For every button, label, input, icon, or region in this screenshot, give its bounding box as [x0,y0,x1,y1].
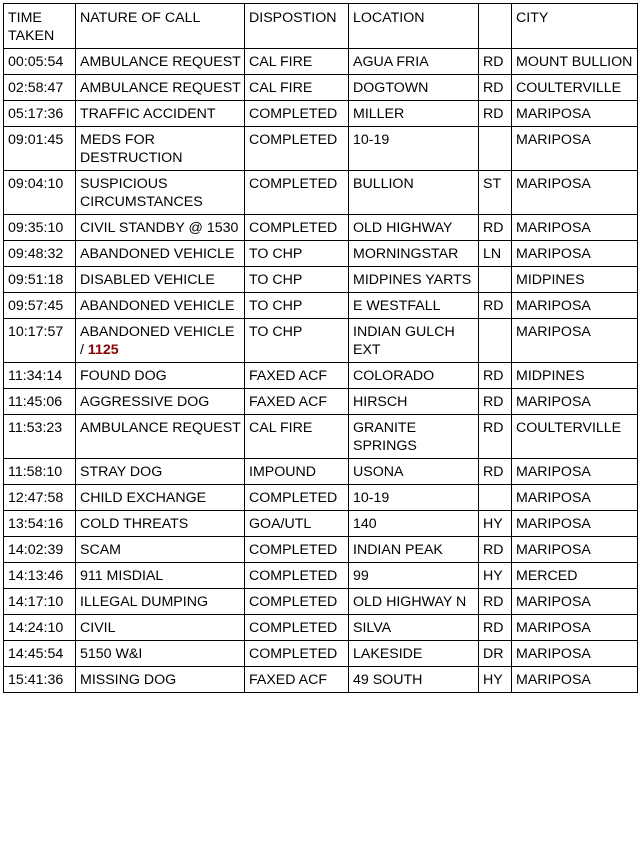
cell-city-text: MARIPOSA [516,132,591,148]
table-row [4,389,638,415]
cell-city [512,485,638,511]
table-row [4,415,638,459]
cell-nature-text: ABANDONED VEHICLE [80,246,235,262]
cell-disposition [245,389,349,415]
cell-city [512,589,638,615]
cell-suffix-text: RD [483,542,504,558]
cell-city [512,615,638,641]
cell-disposition [245,563,349,589]
cell-suffix [479,667,512,693]
cell-time-text: 14:13:46 [8,568,64,584]
cell-nature [76,101,245,127]
cell-suffix [479,215,512,241]
cell-time [4,485,76,511]
cell-time-text: 10:17:57 [8,324,64,340]
cell-disposition [245,241,349,267]
cell-city [512,415,638,459]
cell-suffix-text: HY [483,568,503,584]
cell-disposition [245,267,349,293]
cell-time-text: 12:47:58 [8,490,64,506]
cell-nature-text: COLD THREATS [80,516,189,532]
cell-location [349,511,479,537]
cell-nature [76,415,245,459]
cell-city-text: MERCED [516,568,578,584]
cell-nature [76,319,245,363]
cell-disposition [245,589,349,615]
cell-time [4,415,76,459]
cell-nature [76,171,245,215]
cell-location-text: OLD HIGHWAY [353,220,453,236]
cell-disposition [245,319,349,363]
cell-city-text: MARIPOSA [516,176,591,192]
cell-location [349,389,479,415]
cell-suffix [479,415,512,459]
cell-location [349,267,479,293]
cell-city-text: COULTERVILLE [516,80,622,96]
cell-city [512,127,638,171]
cell-suffix [479,75,512,101]
cell-location [349,171,479,215]
cell-location-text: MORNINGSTAR [353,246,459,262]
cell-location-text: MIDPINES YARTS [353,272,472,288]
cell-suffix [479,127,512,171]
cell-location [349,589,479,615]
cell-time [4,589,76,615]
cell-city [512,511,638,537]
cell-disposition-text: COMPLETED [249,542,338,558]
cell-location-text: E WESTFALL [353,298,441,314]
cell-disposition [245,667,349,693]
cell-nature-text: TRAFFIC ACCIDENT [80,106,216,122]
cell-nature-text: SCAM [80,542,121,558]
cell-city-text: MOUNT BULLION [516,54,633,70]
cell-time-text: 05:17:36 [8,106,64,122]
cell-location-text: DOGTOWN [353,80,429,96]
cell-nature-text: SUSPICIOUS CIRCUMSTANCES [80,176,203,210]
cell-nature [76,641,245,667]
cell-suffix-text: RD [483,594,504,610]
cell-suffix-text: LN [483,246,502,262]
cell-disposition-text: FAXED ACF [249,394,328,410]
cell-location-text: MILLER [353,106,405,122]
cell-time [4,49,76,75]
cell-disposition-text: FAXED ACF [249,672,328,688]
cell-time [4,267,76,293]
cell-location-text: 10-19 [353,132,390,148]
header-disposition: DISPOSTION [245,4,349,49]
cell-city [512,101,638,127]
cell-suffix [479,537,512,563]
cell-location-text: 140 [353,516,377,532]
cell-city-text: COULTERVILLE [516,420,622,436]
cell-suffix [479,589,512,615]
cell-disposition [245,415,349,459]
cell-time [4,641,76,667]
cell-disposition [245,215,349,241]
cell-time [4,615,76,641]
table-row [4,615,638,641]
cell-suffix [479,363,512,389]
cell-nature-text: MISSING DOG [80,672,177,688]
cell-disposition [245,75,349,101]
cell-disposition-text: FAXED ACF [249,368,328,384]
cell-disposition-text: COMPLETED [249,646,338,662]
cell-city-text: MARIPOSA [516,106,591,122]
cell-suffix [479,49,512,75]
cell-nature [76,485,245,511]
cell-city-text: MARIPOSA [516,490,591,506]
table-row [4,267,638,293]
cell-time-text: 11:58:10 [8,464,63,480]
table-row [4,293,638,319]
cell-location-text: OLD HIGHWAY N [353,594,467,610]
cell-city-text: MARIPOSA [516,324,591,340]
table-row [4,215,638,241]
cell-time-text: 09:57:45 [8,298,64,314]
cell-suffix [479,615,512,641]
cell-disposition-text: COMPLETED [249,106,338,122]
cell-time-text: 09:04:10 [8,176,64,192]
cell-city-text: MARIPOSA [516,646,591,662]
table-row [4,363,638,389]
cell-nature-text: AMBULANCE REQUEST [80,54,241,70]
cell-disposition-text: GOA/UTL [249,516,312,532]
cell-location [349,615,479,641]
cell-suffix-text: RD [483,394,504,410]
cell-city [512,667,638,693]
cell-location-text: 49 SOUTH [353,672,423,688]
cell-nature [76,241,245,267]
cell-time [4,537,76,563]
cell-disposition-text: COMPLETED [249,594,338,610]
cell-suffix [479,389,512,415]
cell-location-text: INDIAN GULCH EXT [353,324,455,358]
cell-city-text: MARIPOSA [516,672,591,688]
cell-disposition [245,293,349,319]
cell-location [349,415,479,459]
cell-nature-text: FOUND DOG [80,368,167,384]
cell-nature-text: ILLEGAL DUMPING [80,594,208,610]
cell-city-text: MARIPOSA [516,542,591,558]
cell-suffix-text: RD [483,54,504,70]
cell-location-text: COLORADO [353,368,435,384]
cell-time [4,241,76,267]
cell-disposition-text: CAL FIRE [249,80,313,96]
table-row [4,127,638,171]
header-city: CITY [512,4,638,49]
cell-suffix [479,293,512,319]
cell-location [349,75,479,101]
cell-time-text: 14:02:39 [8,542,64,558]
cell-time-text: 11:45:06 [8,394,63,410]
cell-disposition [245,363,349,389]
cell-suffix [479,459,512,485]
cell-nature [76,267,245,293]
cell-time [4,389,76,415]
table-row [4,589,638,615]
cell-suffix [479,171,512,215]
cell-city-text: MARIPOSA [516,464,591,480]
cell-nature-text: CHILD EXCHANGE [80,490,207,506]
cell-disposition [245,49,349,75]
cell-suffix [479,241,512,267]
call-log-table [3,3,638,693]
cell-time [4,667,76,693]
cell-suffix-text: RD [483,368,504,384]
cell-nature-text: AMBULANCE REQUEST [80,420,241,436]
cell-city [512,75,638,101]
cell-suffix-text: ST [483,176,502,192]
cell-suffix-text: RD [483,420,504,436]
cell-location-text: BULLION [353,176,414,192]
table-row [4,75,638,101]
cell-location [349,485,479,511]
cell-disposition-text: COMPLETED [249,132,338,148]
cell-city [512,293,638,319]
cell-location [349,215,479,241]
table-row [4,459,638,485]
header-nature-of-call: NATURE OF CALL [76,4,245,49]
cell-disposition [245,537,349,563]
cell-city-text: MARIPOSA [516,298,591,314]
cell-city [512,563,638,589]
cell-city [512,241,638,267]
cell-time [4,459,76,485]
cell-nature-text: AGGRESSIVE DOG [80,394,210,410]
cell-location-text: USONA [353,464,404,480]
cell-time-text: 13:54:16 [8,516,64,532]
cell-nature [76,75,245,101]
table-row [4,319,638,363]
cell-time [4,171,76,215]
cell-nature [76,459,245,485]
table-row [4,667,638,693]
cell-nature-text: AMBULANCE REQUEST [80,80,241,96]
cell-location [349,293,479,319]
table-row [4,641,638,667]
cell-suffix-text: RD [483,620,504,636]
cell-suffix-text: HY [483,516,503,532]
cell-disposition [245,171,349,215]
cell-city [512,267,638,293]
cell-time-text: 00:05:54 [8,54,64,70]
cell-suffix [479,511,512,537]
cell-location [349,241,479,267]
cell-disposition-text: COMPLETED [249,176,338,192]
cell-nature-text: 911 MISDIAL [80,568,164,584]
cell-time-text: 09:51:18 [8,272,64,288]
cell-time-text: 11:34:14 [8,368,63,384]
cell-location-text: INDIAN PEAK [353,542,443,558]
table-row [4,171,638,215]
cell-city-text: MARIPOSA [516,620,591,636]
cell-nature [76,293,245,319]
cell-city-text: MARIPOSA [516,516,591,532]
cell-nature-text: ABANDONED VEHICLE / [80,324,235,358]
cell-time [4,319,76,363]
cell-location [349,363,479,389]
cell-location-text: HIRSCH [353,394,408,410]
cell-location-text: LAKESIDE [353,646,423,662]
cell-disposition-text: TO CHP [249,298,303,314]
cell-location [349,49,479,75]
cell-city [512,171,638,215]
cell-time [4,127,76,171]
cell-suffix [479,267,512,293]
cell-location [349,537,479,563]
cell-city-text: MARIPOSA [516,220,591,236]
cell-time-text: 09:35:10 [8,220,64,236]
cell-disposition-text: IMPOUND [249,464,316,480]
cell-disposition-text: TO CHP [249,272,303,288]
cell-time-text: 02:58:47 [8,80,64,96]
cell-time [4,511,76,537]
cell-city [512,641,638,667]
cell-nature-text: STRAY DOG [80,464,163,480]
cell-disposition-text: COMPLETED [249,568,338,584]
cell-city-text: MIDPINES [516,368,585,384]
cell-suffix-text: HY [483,672,503,688]
cell-location [349,563,479,589]
cell-city-text: MARIPOSA [516,594,591,610]
call-code-highlight: 1125 [87,342,119,358]
cell-city-text: MARIPOSA [516,394,591,410]
cell-city [512,459,638,485]
cell-time-text: 14:24:10 [8,620,64,636]
header-row [4,4,638,49]
cell-suffix-text: DR [483,646,504,662]
cell-disposition [245,615,349,641]
cell-nature [76,49,245,75]
table-row [4,241,638,267]
cell-suffix-text: RD [483,106,504,122]
cell-disposition-text: TO CHP [249,246,303,262]
cell-time [4,101,76,127]
cell-suffix [479,485,512,511]
cell-disposition [245,127,349,171]
cell-nature [76,215,245,241]
cell-time-text: 14:45:54 [8,646,64,662]
cell-disposition-text: TO CHP [249,324,303,340]
cell-suffix [479,101,512,127]
cell-suffix [479,563,512,589]
cell-city [512,49,638,75]
table-row [4,101,638,127]
cell-location [349,459,479,485]
cell-disposition-text: COMPLETED [249,620,338,636]
cell-city [512,319,638,363]
cell-disposition [245,641,349,667]
call-log-body [4,49,638,693]
cell-disposition [245,511,349,537]
cell-time-text: 11:53:23 [8,420,63,436]
cell-nature-text: MEDS FOR DESTRUCTION [80,132,183,166]
header-time-taken: TIME TAKEN [4,4,76,49]
cell-location-text: GRANITE SPRINGS [353,420,417,454]
cell-nature [76,537,245,563]
table-row [4,511,638,537]
cell-nature-text: CIVIL STANDBY @ 1530 [80,220,239,236]
cell-location [349,101,479,127]
cell-time-text: 09:01:45 [8,132,64,148]
cell-suffix [479,641,512,667]
table-row [4,49,638,75]
cell-suffix-text: RD [483,464,504,480]
cell-location [349,319,479,363]
cell-nature [76,589,245,615]
cell-time [4,215,76,241]
cell-location [349,641,479,667]
cell-location-text: AGUA FRIA [353,54,429,70]
cell-suffix [479,319,512,363]
cell-disposition [245,485,349,511]
cell-location-text: SILVA [353,620,392,636]
cell-time-text: 14:17:10 [8,594,64,610]
table-row [4,537,638,563]
table-row [4,485,638,511]
header-location: LOCATION [349,4,479,49]
cell-time [4,363,76,389]
cell-suffix-text: RD [483,220,504,236]
cell-disposition [245,459,349,485]
cell-time-text: 15:41:36 [8,672,64,688]
cell-nature [76,615,245,641]
cell-city-text: MIDPINES [516,272,585,288]
cell-nature-text: DISABLED VEHICLE [80,272,215,288]
cell-nature [76,667,245,693]
cell-disposition-text: COMPLETED [249,490,338,506]
cell-disposition-text: CAL FIRE [249,54,313,70]
cell-city [512,389,638,415]
cell-nature [76,389,245,415]
cell-nature-text: ABANDONED VEHICLE [80,298,235,314]
cell-suffix-text: RD [483,298,504,314]
cell-location [349,667,479,693]
cell-nature [76,363,245,389]
cell-location [349,127,479,171]
cell-nature [76,563,245,589]
cell-city [512,363,638,389]
table-row [4,563,638,589]
cell-nature [76,511,245,537]
cell-disposition-text: COMPLETED [249,220,338,236]
cell-disposition-text: CAL FIRE [249,420,313,436]
cell-location-text: 99 [353,568,369,584]
cell-time [4,293,76,319]
cell-city [512,537,638,563]
header-suffix [479,4,512,49]
cell-time [4,75,76,101]
cell-city [512,215,638,241]
cell-nature-text: CIVIL [80,620,116,636]
cell-time-text: 09:48:32 [8,246,64,262]
cell-nature [76,127,245,171]
cell-disposition [245,101,349,127]
cell-city-text: MARIPOSA [516,246,591,262]
cell-nature-text: 5150 W&I [80,646,143,662]
cell-location-text: 10-19 [353,490,390,506]
cell-suffix-text: RD [483,80,504,96]
cell-time [4,563,76,589]
